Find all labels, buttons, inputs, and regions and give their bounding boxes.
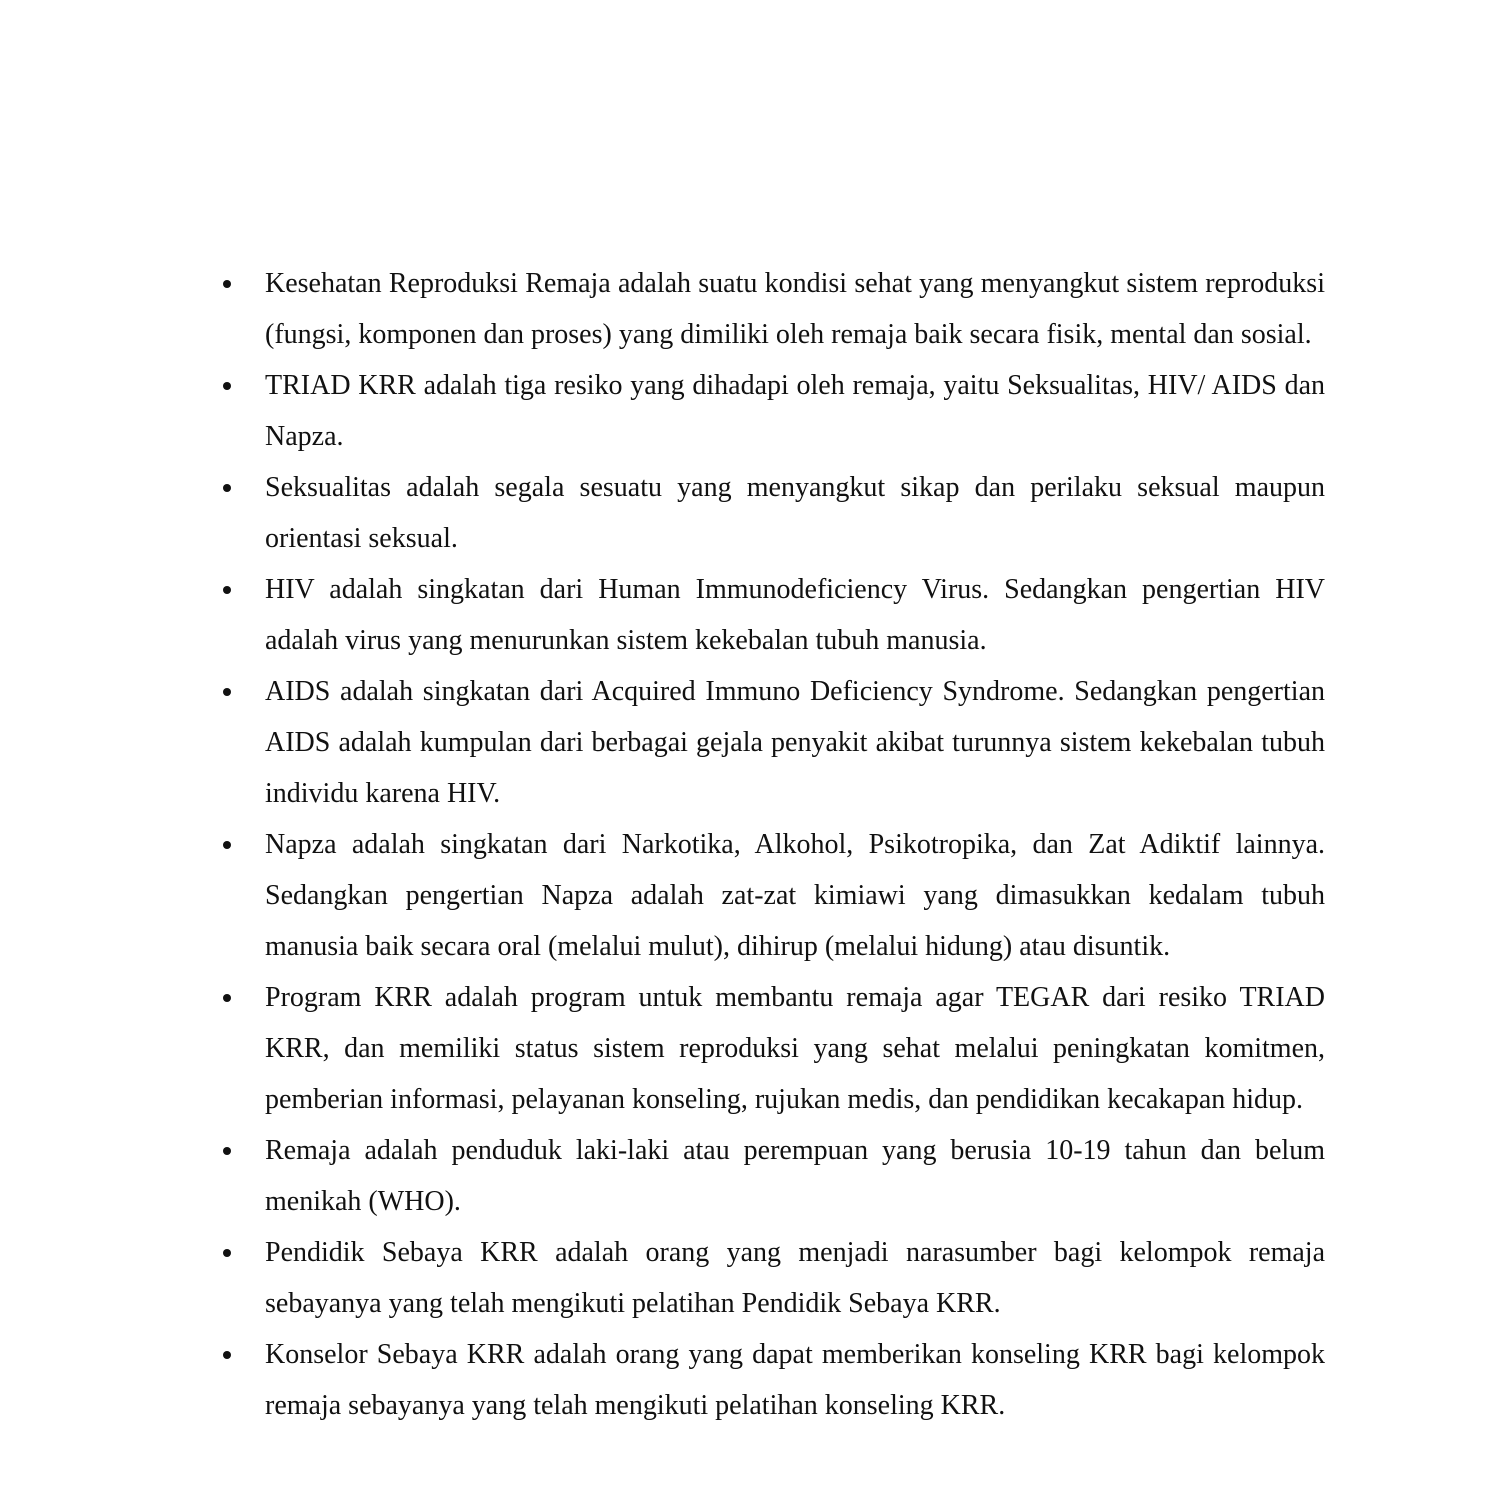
list-item-text: Konselor Sebaya KRR adalah orang yang dapat memberikan konseling KRR bagi kelompok remaja sebayanya yang telah mengikuti pelatihan konseling KRR. <box>265 1339 1325 1421</box>
bullet-icon <box>223 484 231 492</box>
bullet-icon <box>223 280 231 288</box>
list-item-text: AIDS adalah singkatan dari Acquired Immuno Deficiency Syndrome. Sedangkan pengertian AIDS adalah kumpulan dari berbagai gejala penyakit akibat turunnya sistem kekebalan tubuh individu karena HIV. <box>265 676 1325 809</box>
bullet-icon <box>223 688 231 696</box>
bullet-icon <box>223 382 231 390</box>
list-item <box>265 564 1325 666</box>
list-item-text: Kesehatan Reproduksi Remaja adalah suatu kondisi sehat yang menyangkut sistem reproduksi (fungsi, komponen dan proses) yang dimiliki oleh remaja baik secara fisik, mental dan sosial. <box>265 268 1325 350</box>
list-item <box>265 360 1325 462</box>
list-item <box>265 1227 1325 1329</box>
list-item <box>265 1125 1325 1227</box>
list-item-text: Seksualitas adalah segala sesuatu yang menyangkut sikap dan perilaku seksual maupun orientasi seksual. <box>265 472 1325 554</box>
definition-list <box>265 258 1325 1431</box>
bullet-icon <box>223 841 231 849</box>
list-item <box>265 258 1325 360</box>
bullet-icon <box>223 994 231 1002</box>
list-item <box>265 819 1325 972</box>
list-item-text: Pendidik Sebaya KRR adalah orang yang menjadi narasumber bagi kelompok remaja sebayanya yang telah mengikuti pelatihan Pendidik Sebaya KRR. <box>265 1237 1325 1319</box>
list-item <box>265 972 1325 1125</box>
list-item <box>265 1329 1325 1431</box>
list-item-text: Napza adalah singkatan dari Narkotika, Alkohol, Psikotropika, dan Zat Adiktif lainnya. Sedangkan pengertian Napza adalah zat-zat kimiawi yang dimasukkan kedalam tubuh manusia baik secara oral (melalui mulut), dihirup (melalui hidung) atau disuntik. <box>265 829 1325 962</box>
list-item-text: Remaja adalah penduduk laki-laki atau perempuan yang berusia 10-19 tahun dan belum menikah (WHO). <box>265 1135 1325 1217</box>
list-item <box>265 666 1325 819</box>
bullet-icon <box>223 1249 231 1257</box>
bullet-icon <box>223 1147 231 1155</box>
list-item-text: Program KRR adalah program untuk membantu remaja agar TEGAR dari resiko TRIAD KRR, dan memiliki status sistem reproduksi yang sehat melalui peningkatan komitmen, pemberian informasi, pelayanan konseling, rujukan medis, dan pendidikan kecakapan hidup. <box>265 982 1325 1115</box>
list-item-text: TRIAD KRR adalah tiga resiko yang dihadapi oleh remaja, yaitu Seksualitas, HIV/ AIDS dan Napza. <box>265 370 1325 452</box>
bullet-icon <box>223 586 231 594</box>
list-item-text: HIV adalah singkatan dari Human Immunodeficiency Virus. Sedangkan pengertian HIV adalah virus yang menurunkan sistem kekebalan tubuh manusia. <box>265 574 1325 656</box>
list-item <box>265 462 1325 564</box>
bullet-icon <box>223 1351 231 1359</box>
